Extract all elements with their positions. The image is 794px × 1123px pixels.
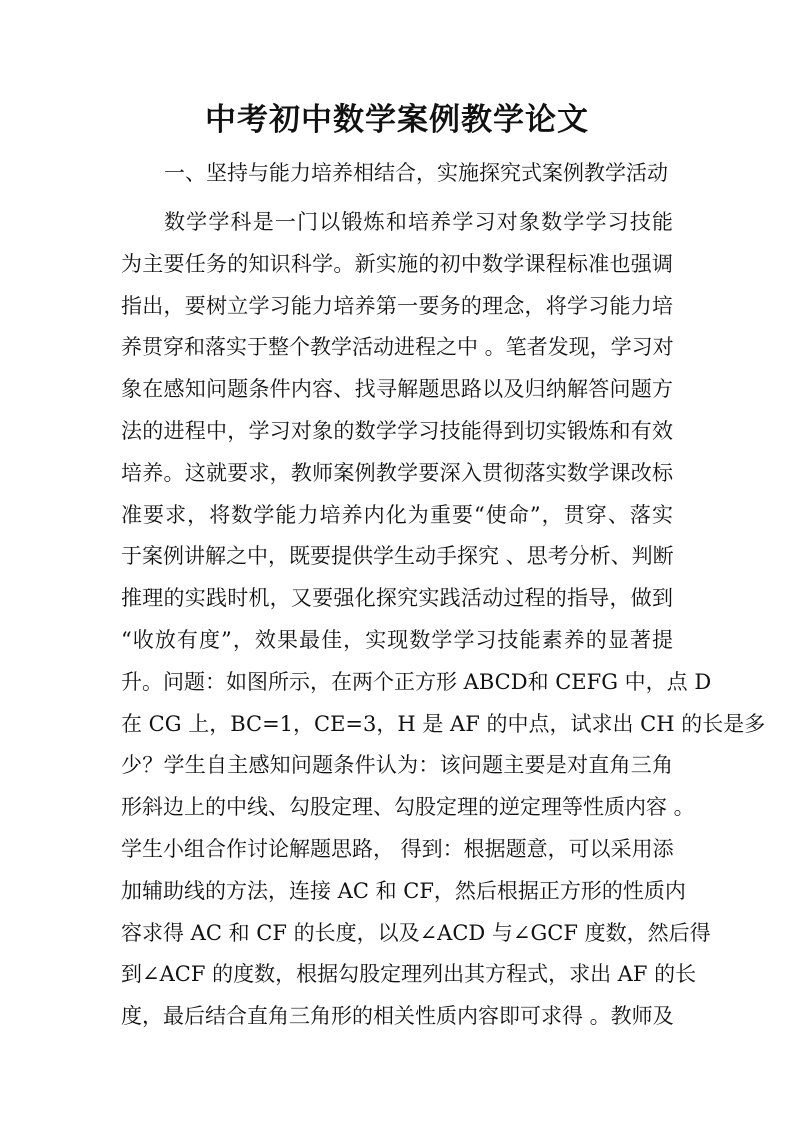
paragraph-line: 加辅助线的方法，连接 AC 和 CF，然后根据正方形的性质内 [121, 878, 686, 903]
paragraph-line: 培养。这就要求，教师案例教学要深入贯彻落实数学课改标 [121, 460, 673, 485]
paragraph-line: 养贯穿和落实于整个教学活动进程之中 。笔者发现，学习对 [121, 335, 674, 360]
paragraph-line: 在 CG 上，BC=1，CE=3，H 是 AF 的中点，试求出 CH 的长是多 [121, 711, 766, 736]
paragraph-line: 数学学科是一门以锻炼和培养学习对象数学学习技能 [164, 210, 673, 234]
paragraph-line: 指出，要树立学习能力培养第一要务的理念，将学习能力培 [121, 293, 673, 318]
paragraph-line: 学生小组合作讨论解题思路， 得到：根据题意，可以采用添 [121, 836, 674, 861]
section-heading: 一、坚持与能力培养相结合，实施探究式案例教学活动 [164, 161, 668, 185]
paragraph-line: 度，最后结合直角三角形的相关性质内容即可求得 。教师及 [121, 1004, 674, 1029]
paragraph-line: 少？学生自主感知问题条件认为：该问题主要是对直角三角 [121, 753, 673, 778]
paragraph-line: 为主要任务的知识科学。新实施的初中数学课程标准也强调 [121, 251, 673, 276]
paragraph-line: 象在感知问题条件内容、找寻解题思路以及归纳解答问题方 [121, 377, 673, 402]
paragraph-line: 于案例讲解之中，既要提供学生动手探究 、思考分析、判断 [121, 544, 674, 569]
body-paragraph [121, 202, 766, 1038]
paragraph-line: 容求得 AC 和 CF 的长度，以及∠ACD 与∠GCF 度数，然后得 [121, 920, 711, 945]
document-title: 中考初中数学案例教学论文 [205, 102, 589, 138]
paragraph-line: “收放有度”，效果最佳，实现数学学习技能素养的显著提 [121, 627, 673, 652]
paragraph-line: 准要求，将数学能力培养内化为重要“使命”，贯穿、落实 [121, 502, 673, 527]
paragraph-line: 升。问题：如图所示，在两个正方形 ABCD和 CEFG 中，点 D [121, 669, 712, 694]
paragraph-line: 到∠ACF 的度数，根据勾股定理列出其方程式，求出 AF 的长 [121, 962, 697, 987]
paragraph-line: 形斜边上的中线、勾股定理、勾股定理的逆定理等性质内容 。 [121, 795, 695, 820]
paragraph-line: 推理的实践时机，又要强化探究实践活动过程的指导，做到 [121, 586, 673, 611]
paragraph-line: 法的进程中，学习对象的数学学习技能得到切实锻炼和有效 [121, 418, 673, 443]
